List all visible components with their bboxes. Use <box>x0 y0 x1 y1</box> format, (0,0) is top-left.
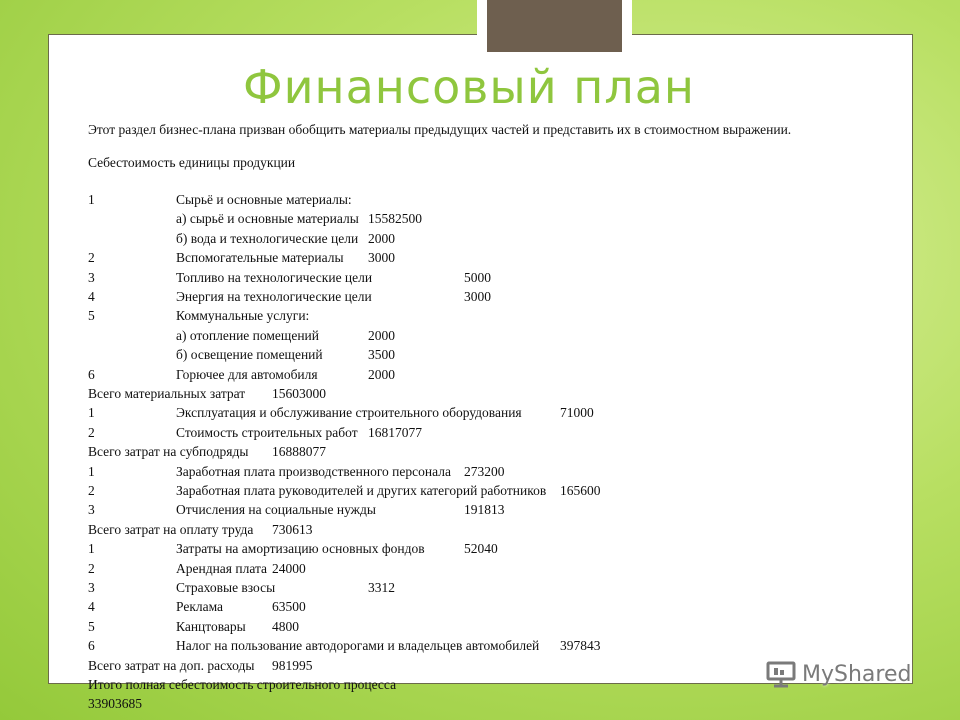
row-number: 1 <box>88 405 95 421</box>
row-label: а) отопление помещений <box>176 327 319 343</box>
row-value: 24000 <box>272 560 306 576</box>
row-label: Вспомогательные материалы <box>176 250 344 266</box>
row-value: 5000 <box>464 269 491 285</box>
row-label: Отчисления на социальные нужды <box>176 502 376 518</box>
row-value: 165600 <box>560 483 601 498</box>
row-number: 5 <box>88 618 95 634</box>
row-label: Коммунальные услуги: <box>176 308 310 324</box>
row-label: Заработная плата руководителей и других категорий работников <box>176 483 547 498</box>
row-value: 16817077 <box>368 424 422 440</box>
row-number: 3 <box>88 269 95 285</box>
row-number: 1 <box>88 463 95 479</box>
row-label: б) вода и технологические цели <box>176 230 359 246</box>
row-number: 2 <box>88 560 95 576</box>
row-number: 4 <box>88 599 95 615</box>
row-label: Канцтовары <box>176 618 246 634</box>
row-value: 3000 <box>368 250 395 266</box>
row-label: Эксплуатация и обслуживание строительного оборудования <box>176 405 522 421</box>
row-label: Страховые взосы <box>176 580 276 595</box>
row-value: 730613 <box>272 521 313 537</box>
row-number: 1 <box>88 541 95 557</box>
intro-text: Этот раздел бизнес-плана призван обобщить материалы предыдущих частей и представить их в стоимостном выражении. <box>88 122 792 137</box>
row-label: Затраты на амортизацию основных фондов <box>176 541 425 557</box>
row-label: Арендная плата <box>176 560 268 576</box>
row-label: Заработная плата производственного персонала <box>176 463 451 479</box>
row-label: Итого полная себестоимость строительного процесса <box>88 677 397 692</box>
row-label: Всего затрат на доп. расходы <box>88 657 255 673</box>
row-value: 2000 <box>368 366 395 382</box>
subtitle: Себестоимость единицы продукции <box>88 155 296 170</box>
watermark-text: MyShared <box>802 661 912 687</box>
row-number: 2 <box>88 483 95 498</box>
slide-tab <box>487 0 622 52</box>
row-value: 273200 <box>464 463 505 479</box>
row-value: 15603000 <box>272 386 326 401</box>
row-number: 4 <box>88 289 95 304</box>
row-label: Налог на пользование автодорогами и владельцев автомобилей <box>176 638 540 654</box>
row-value: 2000 <box>368 230 395 246</box>
row-label: Топливо на технологические цели <box>176 269 373 285</box>
row-number: 6 <box>88 638 95 654</box>
row-number: 3 <box>88 580 95 595</box>
row-label: Всего затрат на оплату труда <box>88 521 254 537</box>
presentation-icon <box>766 659 796 689</box>
row-number: 1 <box>88 192 95 207</box>
row-value: 71000 <box>560 405 594 421</box>
row-label: Стоимость строительных работ <box>176 424 358 440</box>
row-label: Сырьё и основные материалы: <box>176 192 352 207</box>
row-value: 3000 <box>464 289 491 304</box>
watermark <box>766 657 911 691</box>
row-label: Горючее для автомобиля <box>176 366 318 382</box>
row-label: Реклама <box>176 599 224 615</box>
row-value: 63500 <box>272 599 306 615</box>
row-label: а) сырьё и основные материалы <box>176 211 359 227</box>
row-value: 52040 <box>464 541 498 557</box>
row-number: 2 <box>88 250 95 266</box>
row-number: 3 <box>88 502 95 518</box>
row-value: 2000 <box>368 327 395 343</box>
row-label: 33903685 <box>88 696 142 712</box>
row-number: 6 <box>88 366 95 382</box>
row-label: б) освещение помещений <box>176 347 323 363</box>
row-label: Всего материальных затрат <box>88 386 246 401</box>
row-label: Всего затрат на субподряды <box>88 444 249 460</box>
row-value: 16888077 <box>272 444 326 460</box>
row-value: 4800 <box>272 618 299 634</box>
row-label: Энергия на технологические цели <box>176 289 372 304</box>
row-value: 3312 <box>368 580 395 595</box>
row-number: 2 <box>88 424 95 440</box>
row-value: 981995 <box>272 657 313 673</box>
page-title: Финансовый план <box>243 60 695 114</box>
row-number: 5 <box>88 308 95 324</box>
row-value: 397843 <box>560 638 601 654</box>
row-value: 3500 <box>368 347 395 363</box>
row-value: 191813 <box>464 502 505 518</box>
row-value: 15582500 <box>368 211 422 227</box>
